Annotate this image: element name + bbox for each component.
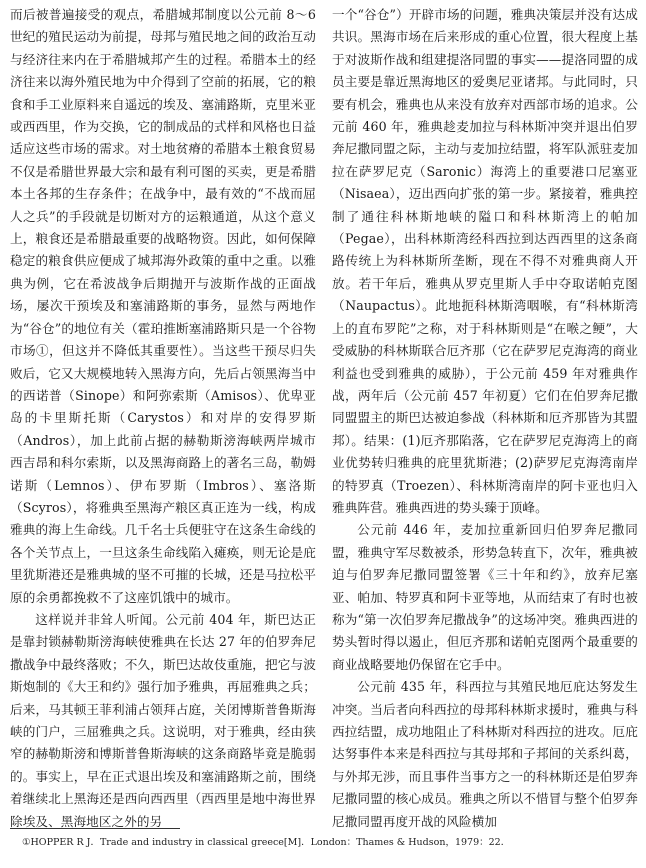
footnote-divider [10,828,180,829]
right-column [332,4,638,833]
footnote: ①HOPPER R J．Trade and industry in classical greece[M]．London：Thames & Hudson，1979：22． [22,837,511,848]
right-paragraph-3: 公元前 435 年，科西拉与其殖民地厄庇达努发生冲突。当后者向科西拉的母邦科林斯求援时，雅典与科西拉结盟，成功地阻止了科林斯对科西拉的进攻。厄庇达努事件本来是科西拉与其母邦和子邦间的关系纠葛，与外邦无涉，而且事件当事方之一的科林斯还是伯罗奔尼撒同盟的核心成员。雅典之所以不惜冒与整个伯罗奔尼撒同盟再度开战的风险横加 [332,679,638,829]
right-paragraph-1: 一个“谷仓”）开辟市场的问题，雅典决策层并没有达成共识。黑海市场在后来形成的重心位置，很大程度上基于对波斯作战和组建提洛同盟的事实——提洛同盟的成员主要是靠近黑海地区的爱奥尼亚诸邦。与此同时，只要有机会，雅典也从来没有放弃对西部市场的追求。公元前 460 年，雅典趁麦加拉与科林斯冲突并退出伯罗奔尼撒同盟之际，主动与麦加拉结盟，将军队派驻麦加拉在萨罗尼克（Saronic）海湾上的重要港口尼塞亚（Nisaea），迈出西向扩张的第一步。紧接着，雅典控制了通往科林斯地峡的隘口和科林斯湾上的帕加（Pegae），出科林斯湾经科西拉到达西西里的这条商路传统上为科林斯所垄断，现在不得不对雅典商人开放。若干年后，雅典从罗克里斯人手中夺取诺帕克图（Naupactus）。此地扼科林斯湾咽喉，有“科林斯湾上的直布罗陀”之称，对于科林斯则是“在喉之鲠”，大受威胁的科林斯联合厄齐那（它在萨罗尼克海湾的商业利益也受到雅典的威胁），于公元前 459 年对雅典作战，两年后（公元前 457 年初夏）它们在伯罗奔尼撒同盟盟主的斯巴达被迫参战（科林斯和厄齐那皆为其盟邦）。结果：(1)厄齐那陷落，它在萨罗尼克海湾上的商业优势转归雅典的庇里犹斯港；(2)萨罗尼克海湾南岸的特罗真（Troezen）、科林斯湾南岸的阿卡亚也归入雅典阵营。雅典西进的势头臻于顶峰。 [332,7,638,515]
right-paragraph-2: 公元前 446 年，麦加拉重新回归伯罗奔尼撒同盟，雅典守军尽数被杀，形势急转直下，次年，雅典被迫与伯罗奔尼撒同盟签署《三十年和约》，放弃尼塞亚、帕加、特罗真和阿卡亚等地，从而结束了有时也被称为“第一次伯罗奔尼撒战争”的这场冲突。雅典西进的势头暂时得以遏止，但厄齐那和诺帕克图两个最重要的商业战略要地仍保留在它手中。 [332,522,638,672]
left-paragraph-2: 这样说并非耸人听闻。公元前 404 年，斯巴达正是靠封锁赫勒斯滂海峡使雅典在长达 27 年的伯罗奔尼撒战争中最终落败；不久，斯巴达故伎重施，把它与波斯炮制的《大王和约》强行加予雅典，再屈雅典之兵；后来，马其顿王菲利浦占领拜占庭，关闭博斯普鲁斯海峡的门户，三屈雅典之兵。这说明，对于雅典，经由狭窄的赫勒斯滂和博斯普鲁斯海峡的这条商路毕竟是脆弱的。事实上，早在正式退出埃及和塞浦路斯之前，围绕着继续北上黑海还是西向西西里（西西里是地中海世界除埃及、黑海地区之外的另 [10,611,316,829]
left-paragraph-1: 而后被普遍接受的观点，希腊城邦制度以公元前 8～6 世纪的殖民运动为前提，母邦与殖民地之间的政治互动与经济往来内在于希腊城邦产生的过程。希腊本土的经济往来以海外殖民地为中介得到了空前的拓展，它的粮食和手工业原料来自遥远的埃及、塞浦路斯，克里米亚或西西里，作为交换，它的制成品的式样和风格也日益适应这些市场的需求。对土地贫瘠的希腊本土粮食贸易不仅是希腊世界最大宗和最有利可图的买卖，更是希腊本土各邦的生存条件；在战争中，最有效的“不战而屈人之兵”的手段就是切断对方的运粮通道，从这个意义上，粮食还是希腊最重要的战略物资。因此，如何保障稳定的粮食供应便成了城邦海外政策的重中之重。以雅典为例，它在希波战争后期抛开与波斯作战的正面战场，屡次干预埃及和塞浦路斯的事务，显然与两地作为“谷仓”的地位有关（霍珀推断塞浦路斯只是一个谷物市场①，但这并不降低其重要性）。当这些干预尽归失败后，它又大规模地转入黑海方向，先后占领黑海当中的西诺普（Sinope）和阿弥索斯（Amisos）、优卑亚岛的卡里斯托斯（Carystos）和对岸的安得罗斯（Andros），加上此前占据的赫勒斯滂海峡两岸城市西吉昂和科尔索斯，以及黑海商路上的著名三岛，勒姆诺斯（Lemnos）、伊布罗斯（Imbros）、塞洛斯（Scyros），将雅典至黑海产粮区真正连为一线，构成雅典的海上生命线。几千名士兵便驻守在这条生命线的各个关节点上，一旦这条生命线陷入瘫痪，则无论是庇里犹斯港还是雅典城的坚不可摧的长城，还是马拉松平原的余勇都挽救不了这座饥饿中的城市。 [10,7,316,605]
left-column [10,4,316,833]
